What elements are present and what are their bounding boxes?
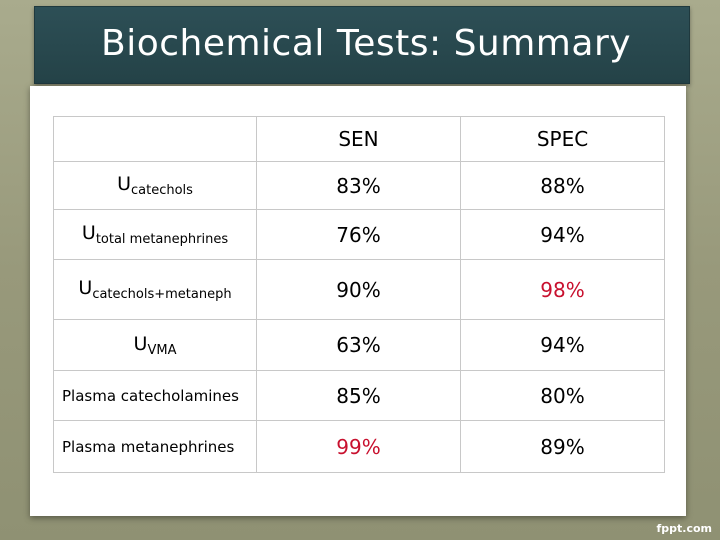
table-header-empty <box>54 117 257 162</box>
watermark-text: fppt.com <box>656 522 712 535</box>
table-header-row <box>54 117 665 162</box>
slide-title: Biochemical Tests: Summary <box>101 23 632 64</box>
table-row <box>54 320 665 371</box>
table-row <box>54 371 665 421</box>
table-header-spec: SPEC <box>461 117 665 162</box>
content-panel <box>30 86 686 516</box>
sen-value-highlighted: 99% <box>257 421 461 473</box>
row-label-sub: VMA <box>147 342 177 358</box>
summary-table <box>53 116 665 473</box>
sen-value: 76% <box>257 210 461 260</box>
table-row <box>54 260 665 320</box>
row-label <box>54 162 257 210</box>
row-label: Plasma catecholamines <box>54 371 257 421</box>
row-label-sub: catechols+metaneph <box>92 287 232 302</box>
row-label: Plasma metanephrines <box>54 421 257 473</box>
sen-value: 90% <box>257 260 461 320</box>
row-label-main: U <box>133 332 148 355</box>
table-row <box>54 421 665 473</box>
spec-value: 94% <box>461 210 665 260</box>
row-label-main: U <box>78 277 93 299</box>
row-label-sub: catechols <box>130 183 193 198</box>
row-label <box>54 260 257 320</box>
title-bar <box>34 6 690 84</box>
table-row <box>54 210 665 260</box>
sen-value: 85% <box>257 371 461 421</box>
row-label-main: U <box>81 222 96 244</box>
row-label <box>54 320 257 371</box>
row-label-sub: total metanephrines <box>95 232 229 247</box>
sen-value: 63% <box>257 320 461 371</box>
row-label <box>54 210 257 260</box>
table-header-sen: SEN <box>257 117 461 162</box>
spec-value: 94% <box>461 320 665 371</box>
spec-value: 80% <box>461 371 665 421</box>
row-label-main: U <box>117 173 131 195</box>
spec-value: 89% <box>461 421 665 473</box>
spec-value-highlighted: 98% <box>461 260 665 320</box>
sen-value: 83% <box>257 162 461 210</box>
spec-value: 88% <box>461 162 665 210</box>
table-row <box>54 162 665 210</box>
